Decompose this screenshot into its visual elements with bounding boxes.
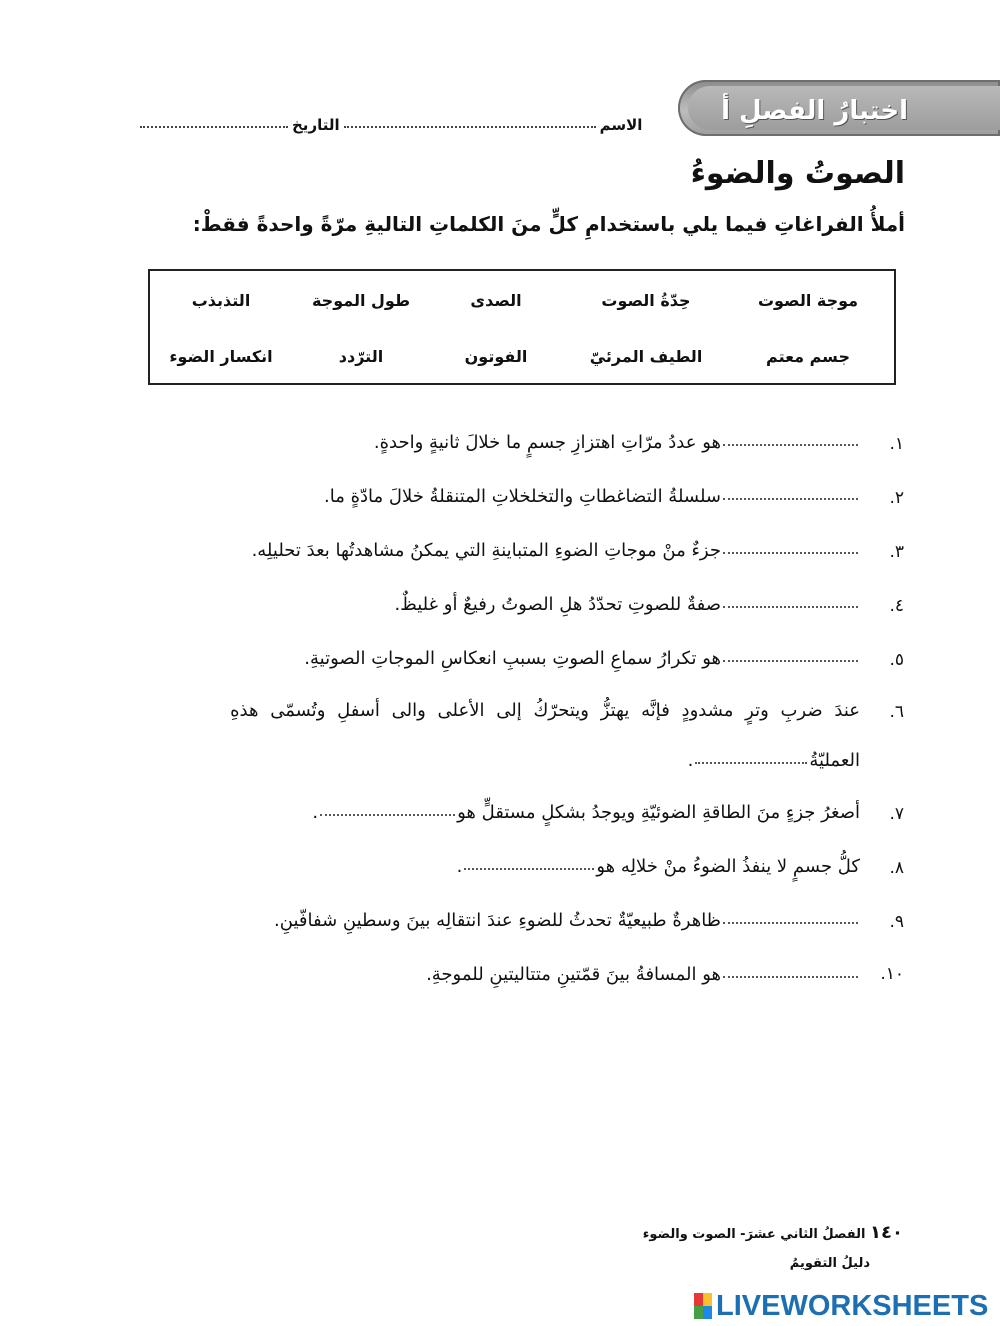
answer-blank-9[interactable] (723, 922, 858, 924)
question-2 (324, 486, 860, 507)
period-glyph: . (312, 802, 319, 823)
question-text: العمليّةُ (809, 750, 860, 771)
word-bank-item: الترّدد (338, 347, 384, 366)
logo-icon-cell (703, 1306, 712, 1319)
answer-blank-1[interactable] (723, 444, 858, 446)
question-text: هو عددُ مرّاتِ اهتزازِ جسمٍ ما خلالَ ثانيةٍ واحدةٍ. (373, 432, 721, 453)
answer-blank-5[interactable] (723, 660, 858, 662)
logo-text: LIVEWORKSHEETS (716, 1289, 989, 1322)
logo-icon-cell (694, 1293, 703, 1306)
question-text: ظاهرةٌ طبيعيّةٌ تحدثُ للضوءِ عندَ انتقالِه بينَ وسطينِ شفافّينِ. (274, 910, 721, 931)
question-number: .١٠ (880, 964, 904, 984)
question-6 (140, 700, 860, 721)
question-1 (374, 432, 860, 453)
question-number: .٤ (889, 596, 904, 616)
answer-blank-6[interactable] (695, 762, 807, 764)
page-number: ١٤٠ (870, 1222, 903, 1243)
question-6-line-2 (688, 750, 860, 771)
footer-chapter-text: الفصلُ الثاني عشرَ- الصوت والضوء (642, 1227, 866, 1242)
word-bank-item: حِدّةُ الصوت (601, 291, 691, 310)
word-bank (148, 269, 896, 385)
question-9 (274, 910, 860, 931)
period-glyph: . (687, 750, 694, 771)
question-text: هو تكرارُ سماعِ الصوتِ بسببِ انعكاسِ الموجاتِ الصوتيةِ. (304, 648, 721, 669)
instruction-text: أملأُ الفراغاتِ فيما يلي باستخدامِ كلٍّ منَ الكلماتِ التاليةِ مرّةً واحدةً فقطْ: (192, 212, 905, 236)
question-number: .٧ (889, 804, 904, 824)
question-number: .٥ (889, 650, 904, 670)
name-field[interactable] (344, 126, 596, 128)
word-bank-item: جسم معتم (766, 347, 850, 366)
chapter-title: اختبارُ الفصلِ أ (721, 96, 908, 126)
word-bank-item: انكسار الضوء (169, 347, 273, 366)
question-text: سلسلةُ التضاغطاتِ والتخلخلاتِ المتنقلةُ خلالَ مادّةٍ ما. (324, 486, 721, 507)
logo-icon-cell (703, 1293, 712, 1306)
question-text: صفةٌ للصوتِ تحدّدُ هلِ الصوتُ رفيعٌ أو غليظٌ. (394, 594, 721, 615)
answer-blank-10[interactable] (723, 976, 858, 978)
date-field[interactable] (140, 126, 288, 128)
question-text: جزءٌ منْ موجاتِ الضوءِ المتباينةِ التي يمكنُ مشاهدتُها بعدَ تحليلِه. (251, 540, 721, 561)
question-text: كلُّ جسمٍ لا ينفذُ الضوءُ منْ خلالِه هو (596, 856, 860, 877)
word-bank-item: الصدى (470, 291, 522, 310)
liveworksheets-logo (694, 1288, 988, 1324)
question-10 (426, 964, 860, 985)
date-label: التاريخ (292, 116, 340, 134)
word-bank-item: الفوتون (464, 347, 528, 366)
footer-guide: دليلُ التقويمُ (789, 1256, 870, 1271)
word-bank-item: الطيف المرئيّ (589, 347, 703, 366)
question-number: .٩ (889, 912, 904, 932)
page-title: الصوتُ والضوءُ (690, 156, 905, 191)
word-bank-item: طول الموجة (311, 291, 411, 310)
answer-blank-2[interactable] (723, 498, 858, 500)
logo-icon-cell (694, 1306, 703, 1319)
question-text: أصغرُ جزءٍ منَ الطاقةِ الضوئيّةِ ويوجدُ بشكلٍ مستقلٍّ هو (457, 802, 860, 823)
name-date-row (140, 106, 670, 134)
word-bank-item: موجة الصوت (757, 291, 859, 310)
footer-chapter (643, 1222, 903, 1243)
question-number: .٨ (889, 858, 904, 878)
question-number: .١ (889, 434, 904, 454)
question-3 (252, 540, 860, 561)
answer-blank-4[interactable] (723, 606, 858, 608)
chapter-header-tab (678, 80, 1000, 136)
question-8 (457, 856, 860, 877)
question-number: .٦ (889, 702, 904, 722)
period-glyph: . (456, 856, 463, 877)
word-bank-item: التذبذب (191, 291, 251, 310)
question-text: هو المسافةُ بينَ قمّتينِ متتاليتينِ للموجةِ. (426, 964, 721, 985)
question-5 (304, 648, 860, 669)
liveworksheets-logo-icon (694, 1293, 712, 1319)
chapter-header-tab-inner (688, 86, 1000, 130)
question-number: .٢ (889, 488, 904, 508)
answer-blank-3[interactable] (723, 552, 858, 554)
name-label: الاسم (599, 116, 643, 134)
question-text: عندَ ضربِ وترٍ مشدودٍ فإنَّه يهتزُّ ويتحرّكُ إلى الأعلى والى أسفلِ وتُسمّى هذهِ (230, 700, 860, 721)
answer-blank-7[interactable] (320, 814, 455, 816)
question-number: .٣ (889, 542, 904, 562)
question-7 (312, 802, 860, 823)
question-4 (394, 594, 860, 615)
answer-blank-8[interactable] (464, 868, 594, 870)
